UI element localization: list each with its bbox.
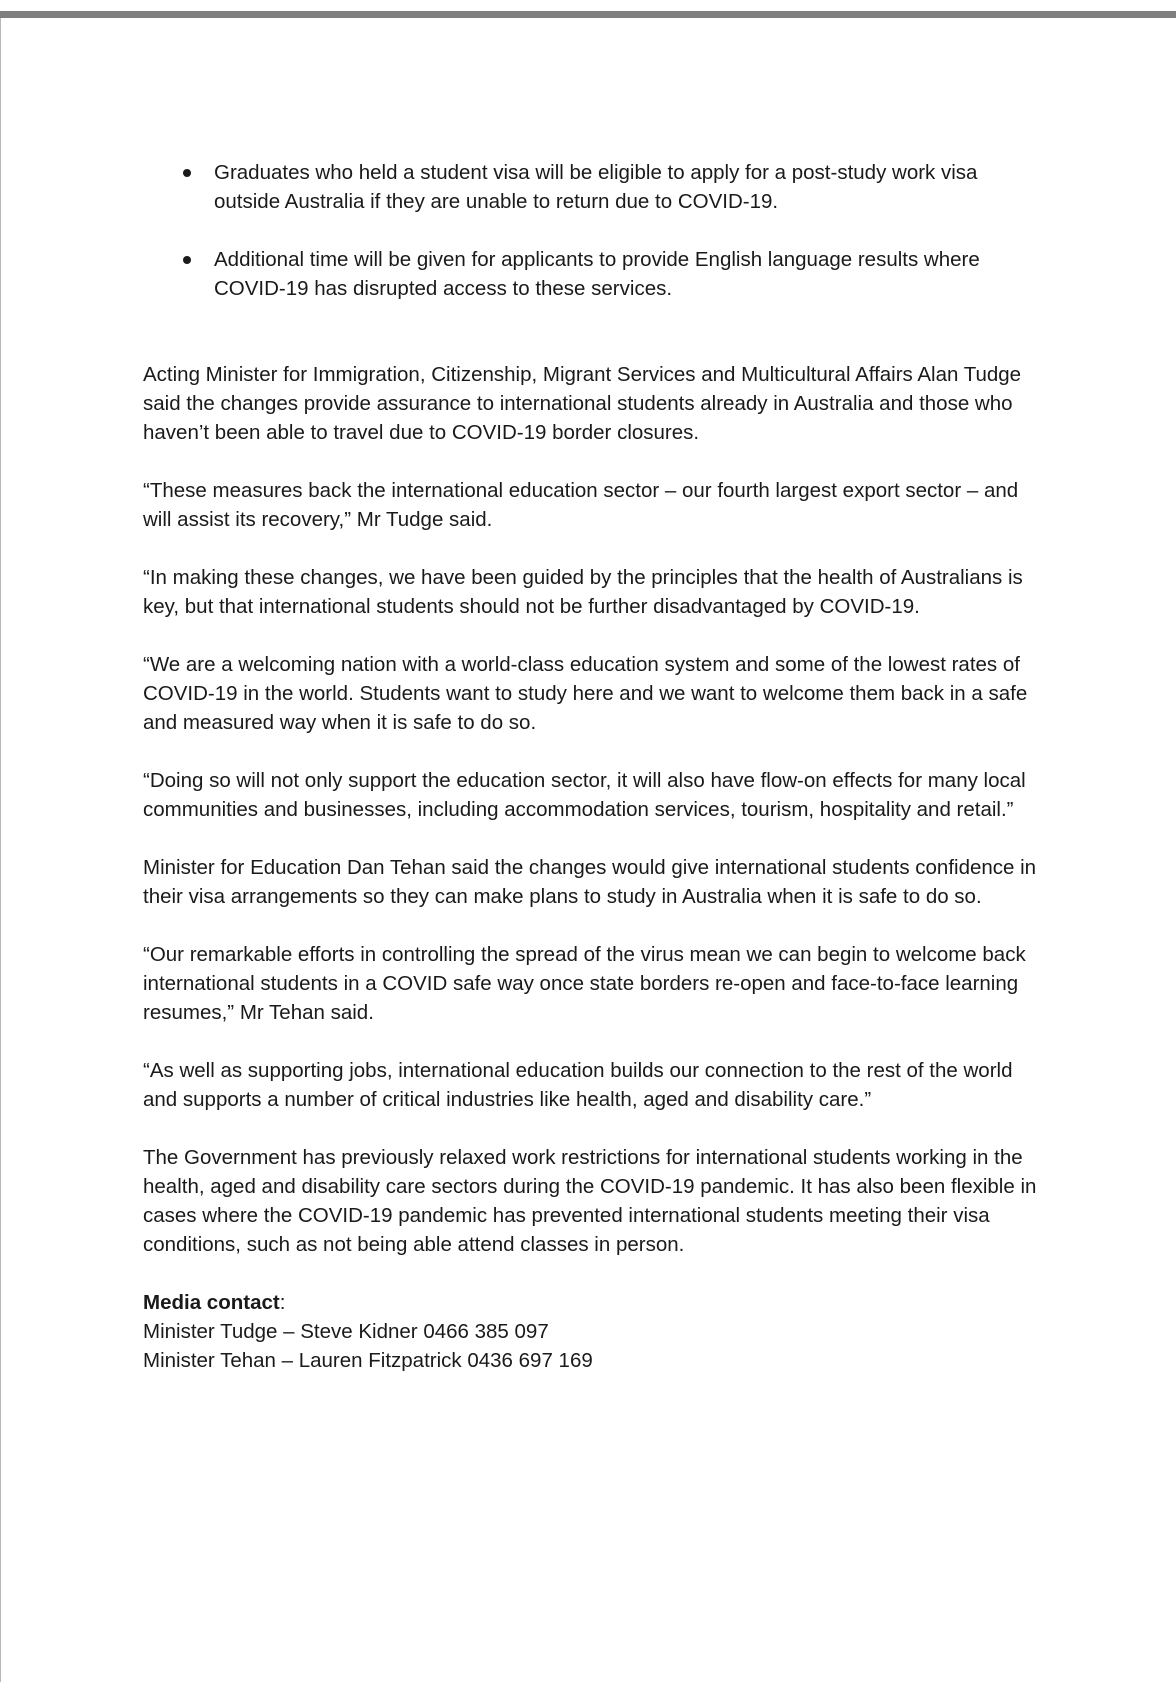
bullet-list bbox=[143, 158, 1043, 303]
paragraph-acting-minister: Acting Minister for Immigration, Citizenship, Migrant Services and Multicultural Affairs Alan Tudge said the changes provide assurance to international students already in Australia and those who haven’t been able to travel due to COVID-19 border closures. bbox=[143, 363, 1022, 444]
media-contact-tehan: Minister Tehan – Lauren Fitzpatrick 0436 697 169 bbox=[143, 1349, 593, 1372]
media-contact-heading-colon: : bbox=[279, 1291, 286, 1314]
bullet-item bbox=[143, 245, 1043, 303]
media-contact-heading-line bbox=[143, 1288, 1043, 1317]
bullet-text: Graduates who held a student visa will be eligible to apply for a post-study work visa outside Australia if they are unable to return due to COVID-19. bbox=[214, 161, 978, 213]
paragraph-quote-flow-on: “Doing so will not only support the education sector, it will also have flow-on effects for many local communities and businesses, including accommodation services, tourism, hospitality and retail.” bbox=[143, 769, 1026, 821]
paragraph-quote-remarkable: “Our remarkable efforts in controlling the spread of the virus mean we can begin to welcome back international students in a COVID safe way once state borders re-open and face-to-face learning resumes,” Mr Tehan said. bbox=[143, 943, 1026, 1024]
paragraph-quote-jobs: “As well as supporting jobs, international education builds our connection to the rest of the world and supports a number of critical industries like health, aged and disability care.” bbox=[143, 1059, 1013, 1111]
media-contact-heading: Media contact bbox=[143, 1291, 280, 1314]
media-contact-block bbox=[143, 1288, 1043, 1375]
paragraph-quote-measures: “These measures back the international education sector – our fourth largest export sector – and will assist its recovery,” Mr Tudge said. bbox=[143, 479, 1019, 531]
document-page bbox=[143, 158, 1043, 1375]
bullet-text: Additional time will be given for applicants to provide English language results where COVID-19 has disrupted access to these services. bbox=[214, 248, 980, 300]
bullet-dot-icon bbox=[183, 169, 191, 177]
paragraph-education-minister: Minister for Education Dan Tehan said the changes would give international students confidence in their visa arrangements so they can make plans to study in Australia when it is safe to do so. bbox=[143, 856, 1037, 908]
paragraph-quote-welcoming: “We are a welcoming nation with a world-class education system and some of the lowest rates of COVID-19 in the world. Students want to study here and we want to welcome them back in a safe and measured way when it is safe to do so. bbox=[143, 653, 1028, 734]
media-contact-tudge: Minister Tudge – Steve Kidner 0466 385 097 bbox=[143, 1320, 549, 1343]
section-spacer bbox=[143, 332, 1043, 360]
paragraph-quote-principles: “In making these changes, we have been guided by the principles that the health of Australians is key, but that international students should not be further disadvantaged by COVID-19. bbox=[143, 566, 1023, 618]
bullet-item bbox=[143, 158, 1043, 216]
bullet-dot-icon bbox=[183, 256, 191, 264]
page-left-edge bbox=[0, 18, 1, 1682]
paragraph-government: The Government has previously relaxed work restrictions for international students working in the health, aged and disability care sectors during the COVID-19 pandemic. It has also been flexible in cases where the COVID-19 pandemic has prevented international students meeting their visa conditions, such as not being able attend classes in person. bbox=[143, 1146, 1037, 1256]
top-border-rule bbox=[0, 11, 1176, 18]
